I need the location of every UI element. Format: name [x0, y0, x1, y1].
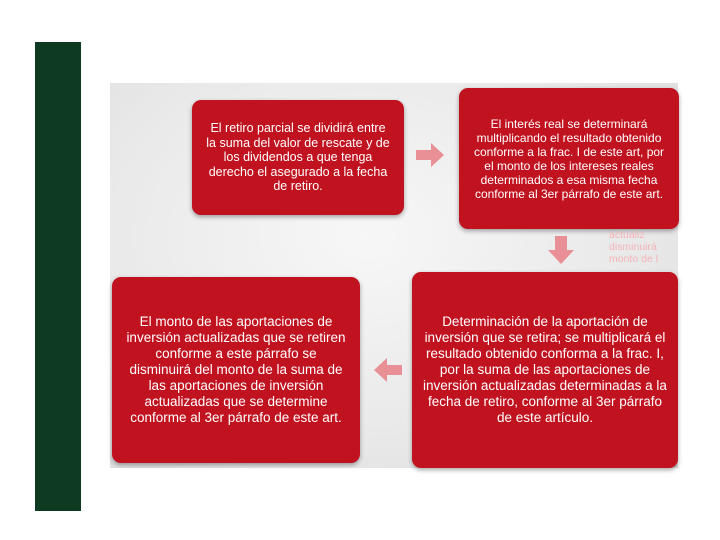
arrow-left-icon	[374, 358, 402, 382]
flow-box-monto-aportaciones	[112, 277, 360, 463]
flow-box-text: Determinación de la aportación de inversión que se retira; se multiplicará el resultado obtenido conforma a la frac. I, por la suma de las aportaciones de inversión actualizadas determinadas a la fecha de retiro, conforme al 3er párrafo de este artículo.	[423, 314, 667, 425]
sidebar-bar	[35, 42, 81, 511]
flow-box-interes-real	[459, 88, 679, 229]
arrow-down-icon	[548, 236, 574, 264]
arrow-right-icon	[416, 143, 444, 167]
flow-box-text: El retiro parcial se dividirá entre la suma del valor de rescate y de los dividendos a que tenga derecho el asegurado a la fecha de retiro.	[206, 121, 390, 194]
overflow-text-fragment: actualiz disminuirá monto de l	[609, 229, 659, 265]
flow-box-determinacion-aportacion	[412, 272, 678, 468]
flow-box-retiro-parcial	[192, 100, 404, 215]
flow-box-text: El monto de las aportaciones de inversión actualizadas que se retiren conforme a este párrafo se disminuirá del monto de la suma de las aportaciones de inversión actualizadas que se determine conforme al 3er párrafo de este art.	[126, 314, 346, 425]
flow-box-text: El interés real se determinará multiplicando el resultado obtenido conforme a la frac. I de este art, por el monto de los intereses reales determinados a esa misma fecha conforme al 3er párrafo de este art.	[473, 116, 665, 201]
